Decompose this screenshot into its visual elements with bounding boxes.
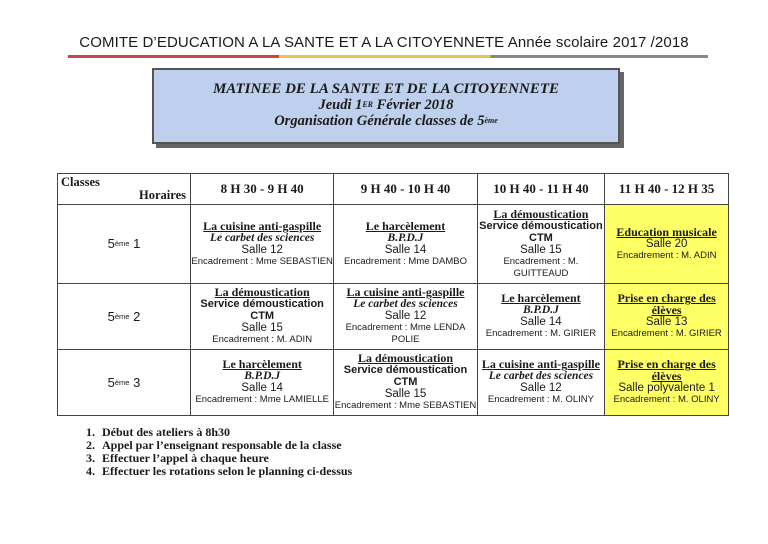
committee-header: COMITE D’EDUCATION A LA SANTE ET A LA CITOYENNETE Année scolaire 2017 /2018 bbox=[79, 34, 689, 51]
notes-list bbox=[68, 426, 352, 478]
classes-label: Classes bbox=[61, 175, 100, 189]
schedule-cell: La cuisine anti-gaspille Le carbet des sciences Salle 12 Encadrement : Mme SEBASTIEN bbox=[191, 205, 334, 284]
event-subtitle: Organisation Générale classes de 5ème bbox=[274, 113, 498, 129]
schedule-cell-highlighted: Prise en charge des élèves Salle polyvalente 1 Encadrement : M. OLINY bbox=[605, 349, 729, 415]
class-label: 5ème 2 bbox=[58, 283, 191, 349]
horaires-label: Horaires bbox=[139, 188, 186, 202]
table-header-row bbox=[58, 174, 729, 205]
header-divider bbox=[68, 55, 708, 58]
schedule-table bbox=[57, 173, 729, 416]
table-corner-cell bbox=[58, 174, 191, 205]
schedule-cell-highlighted: Education musicale Salle 20 Encadrement : M. ADIN bbox=[605, 205, 729, 284]
event-title: MATINEE DE LA SANTE ET DE LA CITOYENNETE bbox=[212, 81, 560, 97]
schedule-cell: La démoustication Service démoustication CTM Salle 15 Encadrement : M. GUITTEAUD bbox=[477, 205, 605, 284]
schedule-cell: La cuisine anti-gaspille Le carbet des sciences Salle 12 Encadrement : Mme LENDA POLIE bbox=[334, 283, 477, 349]
note-item: 3. Effectuer l’appel à chaque heure bbox=[98, 452, 352, 465]
class-label: 5ème 1 bbox=[58, 205, 191, 284]
time-slot-header: 9 H 40 - 10 H 40 bbox=[334, 174, 477, 205]
schedule-cell: La démoustication Service démoustication CTM Salle 15 Encadrement : Mme SEBASTIEN bbox=[334, 349, 477, 415]
table-row bbox=[58, 205, 729, 284]
note-item: 4. Effectuer les rotations selon le planning ci-dessus bbox=[98, 465, 352, 478]
event-title-box bbox=[152, 68, 620, 144]
event-date: Jeudi 1ER Février 2018 bbox=[318, 97, 454, 113]
schedule-cell: Le harcèlement B.P.D.J Salle 14 Encadrement : M. GIRIER bbox=[477, 283, 605, 349]
table-row bbox=[58, 283, 729, 349]
time-slot-header: 10 H 40 - 11 H 40 bbox=[477, 174, 605, 205]
schedule-cell: Le harcèlement B.P.D.J Salle 14 Encadrement : Mme DAMBO bbox=[334, 205, 477, 284]
time-slot-header: 8 H 30 - 9 H 40 bbox=[191, 174, 334, 205]
schedule-cell: Le harcèlement B.P.D.J Salle 14 Encadrement : Mme LAMIELLE bbox=[191, 349, 334, 415]
class-label: 5ème 3 bbox=[58, 349, 191, 415]
time-slot-header: 11 H 40 - 12 H 35 bbox=[605, 174, 729, 205]
schedule-cell-highlighted: Prise en charge des élèves Salle 13 Encadrement : M. GIRIER bbox=[605, 283, 729, 349]
table-row bbox=[58, 349, 729, 415]
note-item: 2. Appel par l’enseignant responsable de la classe bbox=[98, 439, 352, 452]
schedule-cell: La cuisine anti-gaspille Le carbet des sciences Salle 12 Encadrement : M. OLINY bbox=[477, 349, 605, 415]
note-item: 1. Début des ateliers à 8h30 bbox=[98, 426, 352, 439]
schedule-cell: La démoustication Service démoustication CTM Salle 15 Encadrement : M. ADIN bbox=[191, 283, 334, 349]
